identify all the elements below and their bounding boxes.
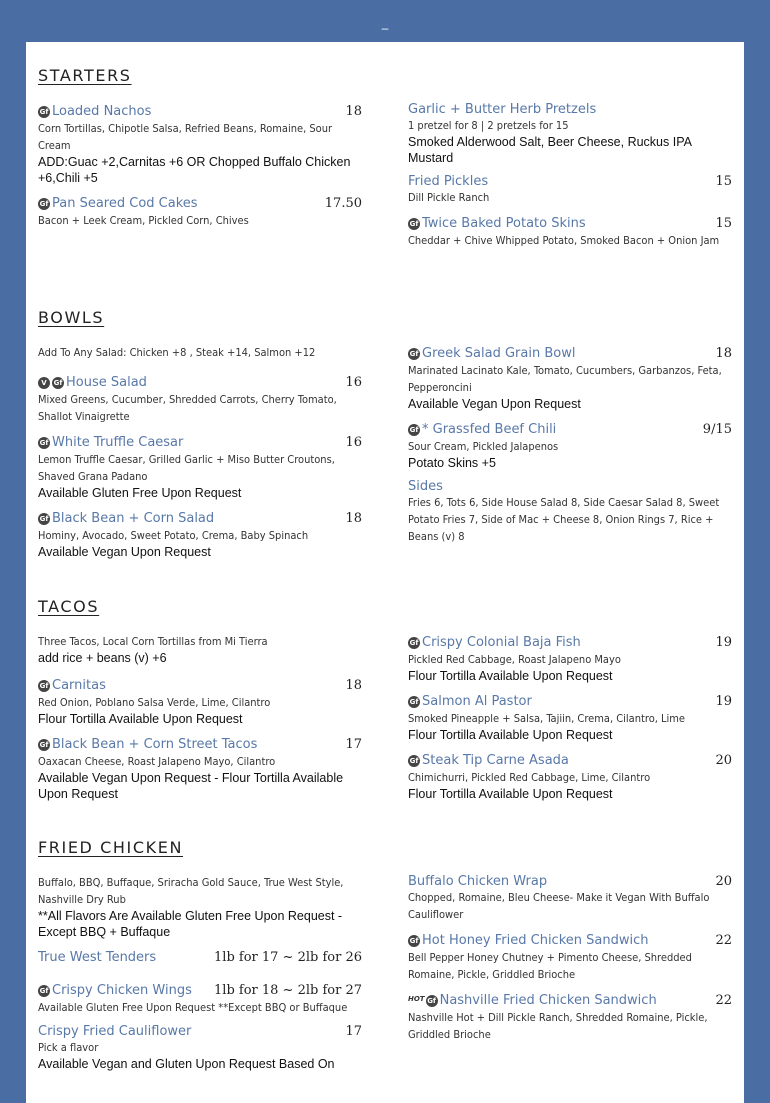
- item-price: 20: [715, 874, 732, 889]
- item-name: Crispy Chicken Wings: [52, 983, 192, 998]
- item-price: 18: [715, 346, 732, 361]
- menu-item: [38, 433, 362, 501]
- item-description: Pick a flavor: [38, 1041, 99, 1054]
- menu-item: [408, 751, 732, 802]
- section-intro: Three Tacos, Local Corn Tortillas from Mi Tierra: [38, 635, 268, 648]
- item-price: 17: [345, 737, 362, 752]
- item-price: 18: [345, 104, 362, 119]
- menu-item: [408, 420, 732, 471]
- gluten-free-icon: Gf: [39, 741, 49, 749]
- menu-item: [408, 102, 732, 166]
- item-note: Potato Skins +5: [408, 456, 496, 470]
- item-note: Flour Tortilla Available Upon Request: [408, 787, 613, 801]
- item-name: Hot Honey Fried Chicken Sandwich: [422, 933, 649, 948]
- menu-item: [38, 102, 362, 186]
- item-description: Smoked Pineapple + Salsa, Tajiin, Crema, Cilantro, Lime: [408, 712, 686, 725]
- item-note: ADD:Guac +2,Carnitas +6 OR Chopped Buffalo Chicken +6,Chili +5: [38, 155, 351, 185]
- item-name: Salmon Al Pastor: [422, 694, 532, 709]
- item-note: Available Vegan and Gluten Upon Request Based On: [38, 1057, 335, 1071]
- item-note: Available Gluten Free Upon Request: [38, 486, 242, 500]
- item-description: Mixed Greens, Cucumber, Shredded Carrots, Cherry Tomato, Shallot Vinaigrette: [38, 393, 337, 423]
- item-name: Buffalo Chicken Wrap: [408, 874, 548, 889]
- vegan-icon: V: [38, 377, 50, 389]
- item-description: Oaxacan Cheese, Roast Jalapeno Mayo, Cilantro: [38, 755, 276, 768]
- gluten-free-icon: Gf: [409, 757, 419, 765]
- item-name: Sides: [408, 479, 443, 494]
- item-name: Greek Salad Grain Bowl: [422, 346, 576, 361]
- item-description: Hominy, Avocado, Sweet Potato, Crema, Baby Spinach: [38, 529, 309, 542]
- item-description: Dill Pickle Ranch: [408, 191, 490, 204]
- gluten-free-icon: Gf: [53, 379, 63, 387]
- menu-item: [408, 874, 732, 923]
- item-note: Available Vegan Upon Request - Flour Tortilla Available Upon Request: [38, 771, 344, 801]
- item-name: House Salad: [66, 375, 147, 390]
- menu-item: [38, 676, 362, 727]
- tacos-left-column: [38, 633, 362, 810]
- item-price: 15: [715, 216, 732, 231]
- section-intro-note: **All Flavors Are Available Gluten Free Upon Request - Except BBQ + Buffaque: [38, 909, 343, 939]
- menu-item: [408, 174, 732, 206]
- item-price: 16: [345, 435, 362, 450]
- item-price: 15: [715, 174, 732, 189]
- menu-item: [408, 931, 732, 983]
- item-note: Smoked Alderwood Salt, Beer Cheese, Ruckus IPA Mustard: [408, 135, 692, 165]
- gluten-free-icon: Gf: [39, 515, 49, 523]
- item-name: True West Tenders: [38, 950, 157, 965]
- item-price: 19: [715, 694, 732, 709]
- item-price: 18: [345, 511, 362, 526]
- menu-item: [408, 214, 732, 249]
- hot-icon: HOT: [408, 995, 425, 1003]
- item-description: Bell Pepper Honey Chutney + Pimento Cheese, Shredded Romaine, Pickle, Griddled Brioche: [408, 951, 692, 981]
- menu-item: [408, 991, 732, 1043]
- section-intro: Add To Any Salad: Chicken +8 , Steak +14, Salmon +12: [38, 346, 316, 359]
- item-name: Crispy Fried Cauliflower: [38, 1024, 192, 1039]
- section-intro: Buffalo, BBQ, Buffaque, Sriracha Gold Sauce, True West Style, Nashville Dry Rub: [38, 876, 344, 906]
- gluten-free-icon: Gf: [409, 698, 419, 706]
- section-title: BOWLS: [38, 308, 105, 327]
- gluten-free-icon: Gf: [409, 639, 419, 647]
- item-price: 17.50: [324, 196, 362, 211]
- section-bowls: [38, 308, 732, 578]
- menu-item: [38, 981, 362, 1016]
- section-fried-chicken: [38, 838, 732, 1103]
- bowls-left-column: [38, 344, 362, 568]
- item-note: Flour Tortilla Available Upon Request: [408, 669, 613, 683]
- item-description: Chopped, Romaine, Bleu Cheese- Make it Vegan With Buffalo Cauliflower: [408, 891, 710, 921]
- item-name: Crispy Colonial Baja Fish: [422, 635, 581, 650]
- item-description: Marinated Lacinato Kale, Tomato, Cucumbers, Garbanzos, Feta, Pepperoncini: [408, 364, 722, 394]
- item-name: Nashville Fried Chicken Sandwich: [439, 993, 657, 1008]
- item-price: 22: [715, 993, 732, 1008]
- menu-item: [38, 1024, 362, 1072]
- item-description: Pickled Red Cabbage, Roast Jalapeno Mayo: [408, 653, 621, 666]
- item-name: Loaded Nachos: [52, 104, 152, 119]
- gluten-free-icon: Gf: [409, 220, 419, 228]
- gluten-free-icon: Gf: [409, 937, 419, 945]
- section-title: TACOS: [38, 597, 100, 616]
- item-description: Lemon Truffle Caesar, Grilled Garlic + Miso Butter Croutons, Shaved Grana Padano: [38, 453, 335, 483]
- item-price: 1lb for 18 ~ 2lb for 27: [214, 983, 362, 998]
- menu-item: [38, 735, 362, 802]
- gluten-free-icon: Gf: [39, 682, 49, 690]
- gluten-free-icon: Gf: [427, 997, 436, 1005]
- item-description: 1 pretzel for 8 | 2 pretzels for 15: [408, 119, 569, 132]
- top-mark: –: [381, 21, 389, 35]
- item-note: Flour Tortilla Available Upon Request: [408, 728, 613, 742]
- item-description: Bacon + Leek Cream, Pickled Corn, Chives: [38, 214, 249, 227]
- menu-item: [408, 692, 732, 743]
- starters-right-column: [408, 102, 732, 257]
- item-name: Twice Baked Potato Skins: [422, 216, 586, 231]
- item-name: * Grassfed Beef Chili: [422, 422, 557, 437]
- item-note: Available Vegan Upon Request: [38, 545, 211, 559]
- bowls-right-column: [408, 344, 732, 553]
- gluten-free-icon: Gf: [39, 108, 49, 116]
- item-price: 18: [345, 678, 362, 693]
- item-price: 16: [345, 375, 362, 390]
- item-note: Available Vegan Upon Request: [408, 397, 581, 411]
- item-name: Pan Seared Cod Cakes: [52, 196, 198, 211]
- tacos-right-column: [408, 633, 732, 810]
- item-price: 20: [715, 753, 732, 768]
- gluten-free-icon: Gf: [39, 200, 49, 208]
- fried-chicken-left-column: [38, 874, 362, 1080]
- item-name: Fried Pickles: [408, 174, 489, 189]
- item-description: Red Onion, Poblano Salsa Verde, Lime, Cilantro: [38, 696, 271, 709]
- menu-item: [38, 950, 362, 965]
- item-name: Carnitas: [52, 678, 106, 693]
- item-price: 17: [345, 1024, 362, 1039]
- item-note: Flour Tortilla Available Upon Request: [38, 712, 243, 726]
- gluten-free-icon: Gf: [409, 426, 419, 434]
- section-title: STARTERS: [38, 66, 132, 85]
- item-description: Nashville Hot + Dill Pickle Ranch, Shredded Romaine, Pickle, Griddled Brioche: [408, 1011, 708, 1041]
- section-tacos: [38, 597, 732, 817]
- item-price: 19: [715, 635, 732, 650]
- menu-item: [38, 194, 362, 229]
- section-intro-note: add rice + beans (v) +6: [38, 651, 167, 665]
- item-name: Black Bean + Corn Salad: [52, 511, 215, 526]
- item-name: Black Bean + Corn Street Tacos: [52, 737, 258, 752]
- item-description: Fries 6, Tots 6, Side House Salad 8, Side Caesar Salad 8, Sweet Potato Fries 7, Side of Mac + Cheese 8, Onion Rings 7, Rice + Beans (v) 8: [408, 496, 720, 543]
- menu-item: [38, 373, 362, 425]
- menu-item: [408, 344, 732, 412]
- starters-left-column: [38, 102, 362, 237]
- item-description: Sour Cream, Pickled Jalapenos: [408, 440, 559, 453]
- gluten-free-icon: Gf: [39, 439, 49, 447]
- gluten-free-icon: Gf: [409, 350, 419, 358]
- fried-chicken-right-column: [408, 874, 732, 1051]
- item-price: 9/15: [702, 422, 732, 437]
- item-name: Garlic + Butter Herb Pretzels: [408, 102, 597, 117]
- section-title: FRIED CHICKEN: [38, 838, 184, 857]
- item-name: Steak Tip Carne Asada: [422, 753, 569, 768]
- gluten-free-icon: Gf: [39, 987, 49, 995]
- item-description: Available Gluten Free Upon Request **Except BBQ or Buffaque: [38, 1001, 348, 1014]
- item-price: 22: [715, 933, 732, 948]
- menu-item: [38, 509, 362, 560]
- menu-page: [26, 42, 744, 1103]
- item-description: Cheddar + Chive Whipped Potato, Smoked Bacon + Onion Jam: [408, 234, 720, 247]
- section-starters: [38, 66, 732, 286]
- item-price: 1lb for 17 ~ 2lb for 26: [214, 950, 362, 965]
- menu-item: [408, 479, 732, 545]
- item-description: Corn Tortillas, Chipotle Salsa, Refried Beans, Romaine, Sour Cream: [38, 122, 333, 152]
- menu-item: [408, 633, 732, 684]
- item-name: White Truffle Caesar: [52, 435, 184, 450]
- item-description: Chimichurri, Pickled Red Cabbage, Lime, Cilantro: [408, 771, 651, 784]
